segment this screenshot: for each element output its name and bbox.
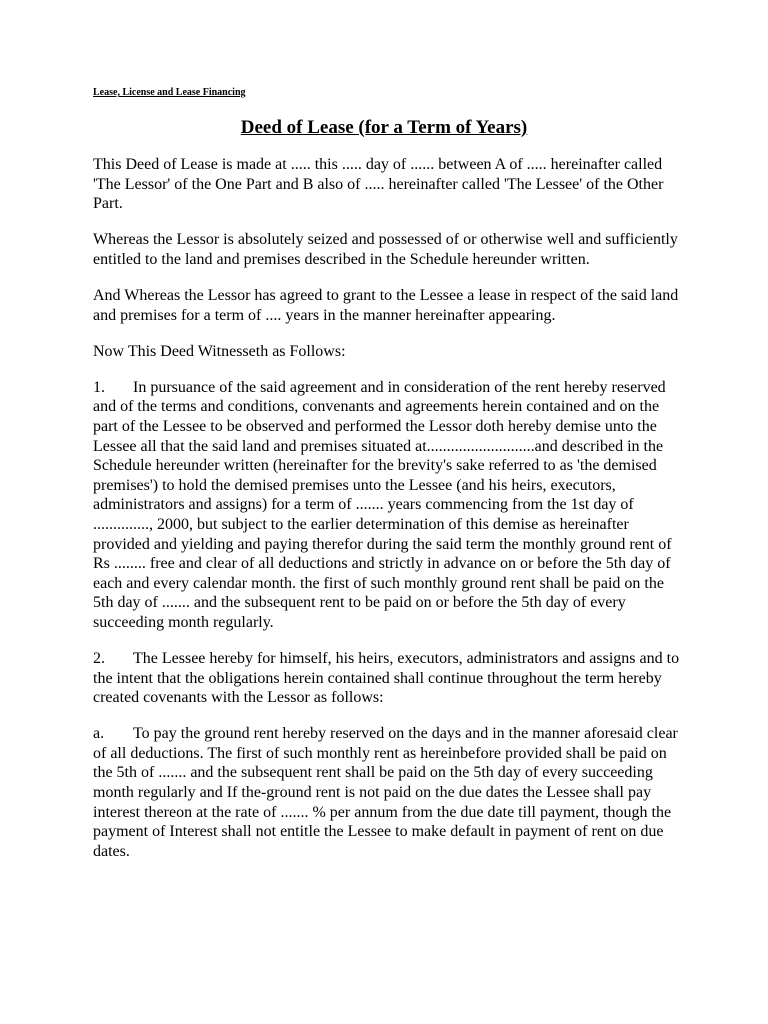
paragraph-text: Whereas the Lessor is absolutely seized and possessed of or otherwise well and sufficiently entitled to the land and premises described in the Schedule hereunder written. <box>93 231 678 268</box>
clause-2 <box>93 649 685 708</box>
clause-text: To pay the ground rent hereby reserved on the days and in the manner aforesaid clear of all deductions. The first of such monthly rent as hereinbefore provided shall be paid on the 5th of ....... and the subsequent rent shall be paid on the 5th day of every succeeding month regularly and If the-ground rent is not paid on the due dates the Lessee shall pay interest thereon at the rate of ....... % per annum from the due date till payment, though the payment of Interest shall not entitle the Lessee to make default in payment of rent on due dates. <box>93 725 678 860</box>
clause-text: The Lessee hereby for himself, his heirs, executors, administrators and assigns and to the intent that the obligations herein contained shall continue throughout the term hereby created covenants with the Lessor as follows: <box>93 649 680 707</box>
header-note: Lease, License and Lease Financing <box>93 87 246 98</box>
paragraph-text: And Whereas the Lessor has agreed to grant to the Lessee a lease in respect of the said land and premises for a term of .... years in the manner hereinafter appearing. <box>93 286 679 324</box>
clause-a <box>93 724 685 861</box>
paragraph-and-whereas <box>93 286 685 325</box>
clause-number: 2. <box>93 649 105 667</box>
clause-number: 1. <box>93 378 105 396</box>
clause-text: In pursuance of the said agreement and in consideration of the rent hereby reserved and of the terms and conditions, convenants and agreements herein contained and on the part of the Lessee to be observed and performed the Lessor doth hereby demise unto the Lessee all that the said land and premises situated at...........................and described in the Schedule hereunder written (hereinafter for the brevity's sake referred to as 'the demised premises') to hold the demised premises unto the Lessee (and his heirs, executors, administrators and assigns) for a term of ....... years commencing from the 1st day of .............., 2000, but subject to the earlier determination of this demise as hereinafter provided and yielding and paying therefor during the said term the monthly ground rent of Rs ........ free and clear of all deductions and strictly in advance on or before the 5th day of each and every calendar month. the first of such monthly ground rent shall be paid on the 5th day of ....... and the subsequent rent to be paid on or before the 5th day of every succeeding month regularly. <box>93 378 672 631</box>
paragraph-whereas <box>93 230 685 269</box>
clause-number: a. <box>93 725 105 743</box>
document-body <box>93 155 685 878</box>
paragraph-preamble <box>93 155 685 214</box>
clause-1 <box>93 378 685 633</box>
paragraph-text: This Deed of Lease is made at ..... this ..... day of ...... between A of ..... hereinafter called 'The Lessor' of the One Part and B also of ..... hereinafter called 'The Lessee' of the Other Part. <box>93 156 664 213</box>
paragraph-witnesseth <box>93 342 685 362</box>
paragraph-text: Now This Deed Witnesseth as Follows: <box>93 342 346 360</box>
document-title: Deed of Lease (for a Term of Years) <box>240 117 528 138</box>
